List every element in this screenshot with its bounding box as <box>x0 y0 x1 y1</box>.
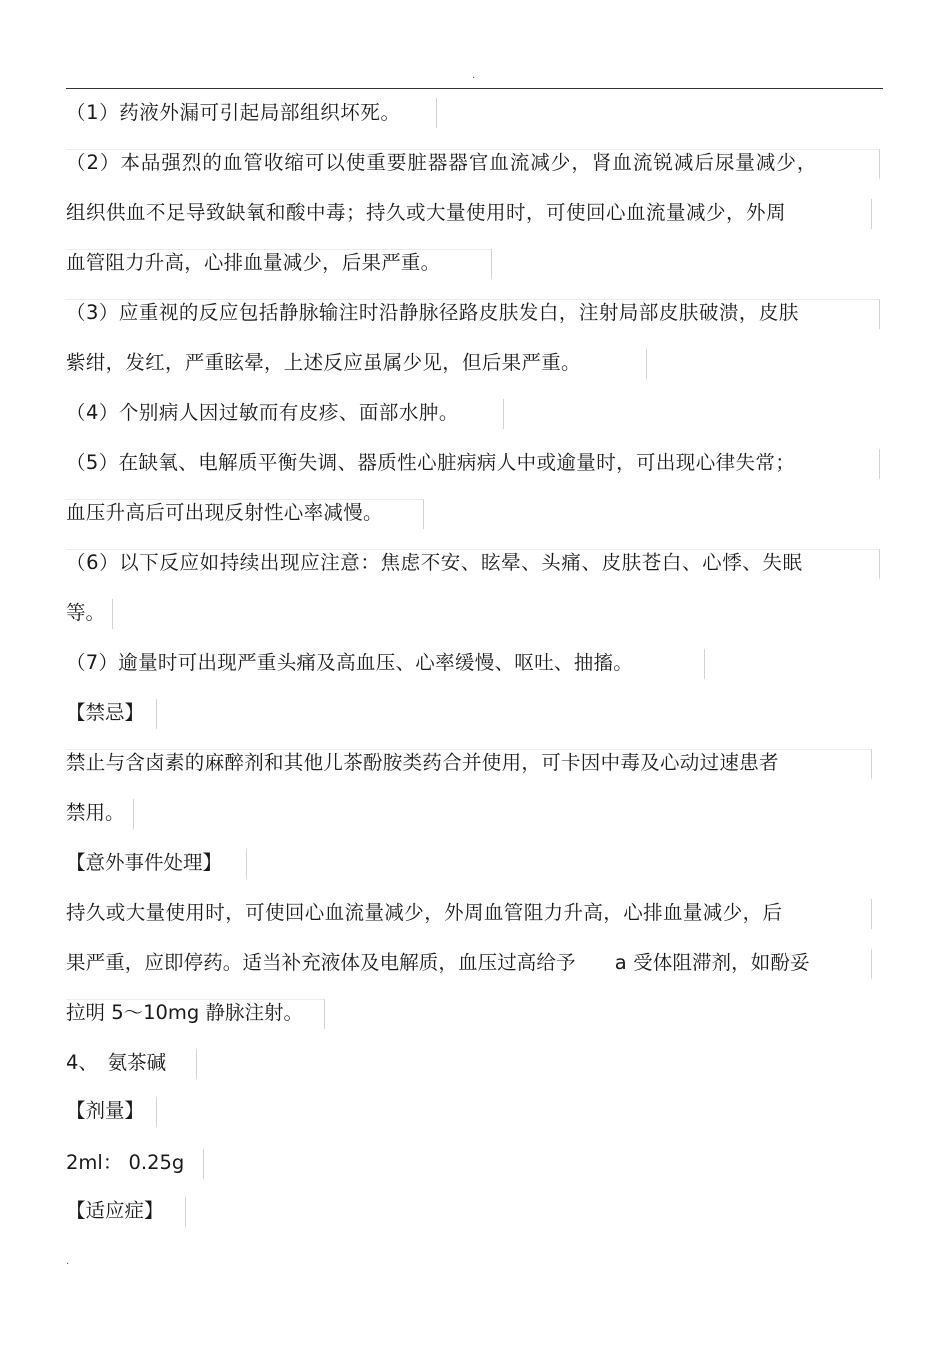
section-heading: 【剂量】 <box>66 1099 145 1122</box>
line-end-mark <box>871 199 872 229</box>
text-line: 血压升高后可出现反射性心率减慢。 <box>66 501 383 524</box>
line-end-mark <box>704 649 705 679</box>
line-top-mark <box>66 499 424 500</box>
line-end-mark <box>156 699 157 729</box>
line-end-mark <box>324 999 325 1029</box>
line-end-mark <box>156 1097 157 1127</box>
text-line: 血管阻力升高，心排血量减少，后果严重。 <box>66 251 441 274</box>
header-rule <box>66 88 883 89</box>
text-line: 紫绀，发红，严重眩晕，上述反应虽属少见，但后果严重。 <box>66 351 581 374</box>
line-top-mark <box>66 299 880 300</box>
section-heading: 4、 氨茶碱 <box>66 1051 167 1074</box>
section-heading: 【禁忌】 <box>66 701 145 724</box>
text-line: 果严重，应即停药。适当补充液体及电解质，血压过高给予 a 受体阻滞剂，如酚妥 <box>66 951 810 974</box>
text-line: 禁用。 <box>66 801 125 824</box>
section-heading: 【适应症】 <box>66 1199 164 1222</box>
text-line: 持久或大量使用时，可使回心血流量减少，外周血管阻力升高，心排血量减少，后 <box>66 901 783 924</box>
line-top-mark <box>66 999 324 1000</box>
line-end-mark <box>203 1149 204 1179</box>
line-end-mark <box>423 499 424 529</box>
line-end-mark <box>436 98 437 128</box>
text-line: 组织供血不足导致缺氧和酸中毒；持久或大量使用时，可使回心血流量减少，外周 <box>66 201 787 224</box>
line-end-mark <box>879 449 880 479</box>
line-end-mark <box>879 549 880 579</box>
text-line: （1）药液外漏可引起局部组织坏死。 <box>66 101 401 124</box>
text-line: 等。 <box>66 601 106 624</box>
line-top-mark <box>66 749 871 750</box>
text-line: （5）在缺氧、电解质平衡失调、器质性心脏病病人中或逾量时，可出现心律失常； <box>66 451 796 474</box>
text-line: （2）本品强烈的血管收缩可以使重要脏器器官血流减少，肾血流锐减后尿量减少， <box>66 151 818 174</box>
footer-mark: · <box>66 1259 70 1270</box>
header-mark: · <box>472 73 476 84</box>
line-end-mark <box>196 1049 197 1079</box>
line-end-mark <box>112 599 113 629</box>
text-line: 拉明 5～10mg 静脉注射。 <box>66 1001 303 1024</box>
text-line: 2ml： 0.25g <box>66 1151 185 1174</box>
line-end-mark <box>133 799 134 829</box>
line-end-mark <box>246 849 247 879</box>
text-line: （4）个别病人因过敏而有皮疹、面部水肿。 <box>66 401 459 424</box>
line-top-mark <box>66 249 492 250</box>
line-end-mark <box>879 149 880 179</box>
text-line: （6）以下反应如持续出现应注意：焦虑不安、眩晕、头痛、皮肤苍白、心悸、失眠 <box>66 551 803 574</box>
line-end-mark <box>879 299 880 329</box>
line-top-mark <box>66 549 880 550</box>
line-end-mark <box>491 249 492 279</box>
line-end-mark <box>503 399 504 429</box>
line-end-mark <box>185 1197 186 1227</box>
line-end-mark <box>871 899 872 929</box>
section-heading: 【意外事件处理】 <box>66 851 223 874</box>
text-line: （3）应重视的反应包括静脉输注时沿静脉径路皮肤发白，注射局部皮肤破溃，皮肤 <box>66 301 799 324</box>
text-line: （7）逾量时可出现严重头痛及高血压、心率缓慢、呕吐、抽搐。 <box>66 651 634 674</box>
text-line: 禁止与含卤素的麻醉剂和其他儿茶酚胺类药合并使用，可卡因中毒及心动过速患者 <box>66 751 779 774</box>
line-top-mark <box>66 149 880 150</box>
line-end-mark <box>646 349 647 379</box>
line-end-mark <box>871 749 872 779</box>
line-end-mark <box>871 949 872 979</box>
